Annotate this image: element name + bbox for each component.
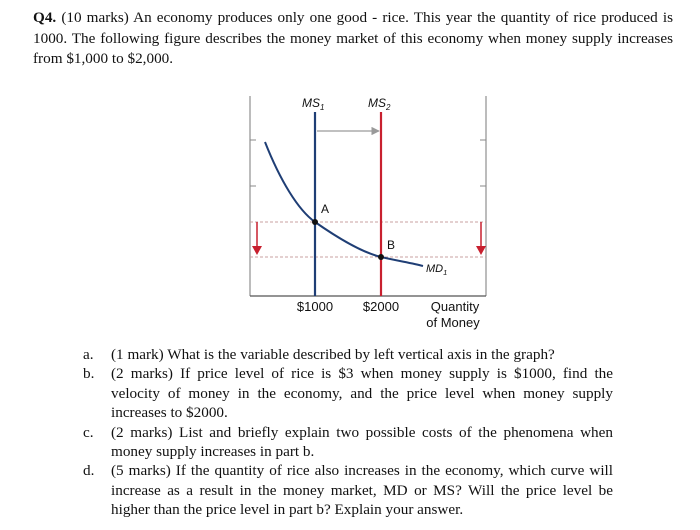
sub-question-letter: d. (83, 462, 95, 480)
x-tick-label: $2000 (362, 299, 400, 314)
sub-question-list (83, 345, 613, 520)
ms2-label: $MS_2$ (368, 96, 391, 112)
sub-question (83, 345, 613, 364)
sub-question (83, 423, 613, 462)
sub-question-text: (2 marks) If price level of rice is $3 when money supply is $1000, find the velocity of money in the economy, and the price level when money supply increases to $2000. (111, 365, 613, 422)
x-tick-label: $1000 (296, 299, 334, 314)
sub-question-letter: a. (83, 346, 94, 363)
question-number: Q4. (33, 9, 57, 26)
md1-curve (265, 142, 423, 266)
equilibrium-point-b (378, 254, 384, 260)
sub-question-letter: c. (83, 423, 94, 441)
md1-label: $MD_1$ (426, 263, 448, 277)
sub-question-letter: b. (83, 365, 95, 383)
sub-question-text: (1 mark) What is the variable described by left vertical axis in the graph? (111, 346, 555, 363)
question-text: (10 marks) An economy produces only one good - rice. This year the quantity of rice produced is 1000. The following figure describes the money market of this economy when money supply increases from $1,000 to $2,000. (33, 9, 673, 67)
sub-question (83, 461, 613, 519)
point-a-label: A (321, 202, 330, 216)
ms1-label: $MS_1$ (302, 96, 325, 112)
left-price-arrow (252, 222, 262, 255)
sub-question (83, 364, 613, 422)
sub-question-text: (5 marks) If the quantity of rice also increases in the economy, which curve will increase as a result in the money market, MD or MS? Will the price level be higher than the price level in part b? Explain your answer. (111, 462, 613, 519)
x-axis-label-line1: Quantity (430, 299, 480, 314)
equilibrium-point-a (312, 219, 318, 225)
right-price-arrow (476, 222, 486, 255)
sub-question-text: (2 marks) List and briefly explain two possible costs of the phenomena when money supply increases in part b. (111, 423, 613, 461)
point-b-label: B (387, 238, 396, 252)
x-axis-label-line2: of Money (426, 315, 480, 330)
